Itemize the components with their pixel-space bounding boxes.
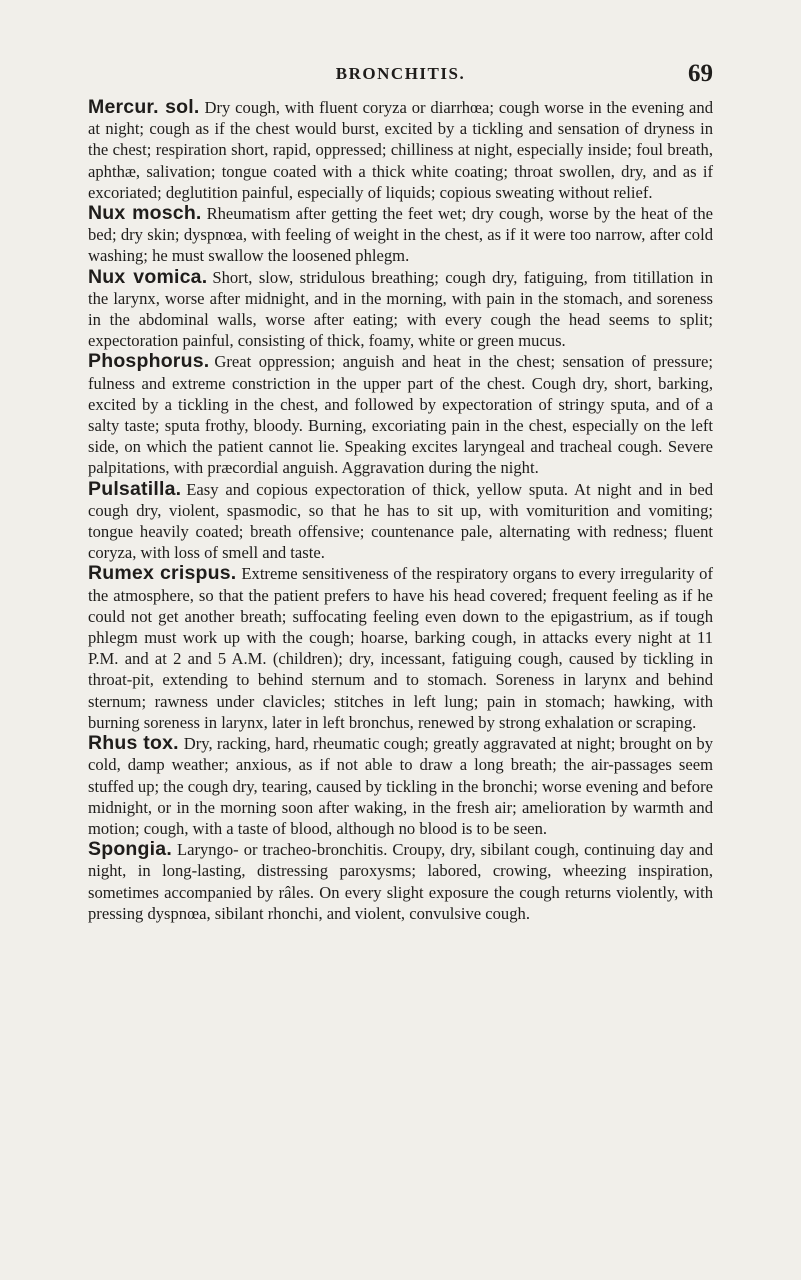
remedy-entry-rhus-tox bbox=[88, 733, 713, 839]
remedy-entry-rumex-crispus bbox=[88, 563, 713, 733]
remedy-description: Dry cough, with fluent coryza or diarrhœa; cough worse in the evening and at night; cough as if the chest would burst, excited by a tickling and sensation of dryness in the chest; respiration short, rapid, oppressed; chilliness at night, especially inside; foul breath, aphthæ, salivation; tongue coated with a thick white coating; throat swollen, dry, and as if excoriated; deglutition painful, especially of liquids; copious sweating without relief. bbox=[88, 98, 713, 202]
page-body bbox=[88, 97, 713, 924]
remedy-name: Rhus tox. bbox=[88, 732, 179, 755]
remedy-entry-pulsatilla bbox=[88, 479, 713, 564]
running-head bbox=[0, 60, 801, 90]
running-title: BRONCHITIS. bbox=[335, 64, 466, 83]
remedy-description: Dry, racking, hard, rheumatic cough; greatly aggravated at night; brought on by cold, damp weather; anxious, as if not able to draw a long breath; the air-passages seem stuffed up; the cough dry, tearing, caused by tickling in the bronchi; worse evening and before midnight, or in the morning soon after waking, in the fresh air; amelioration by warmth and motion; cough, with a taste of blood, although no blood is to be seen. bbox=[88, 734, 713, 838]
remedy-description: Short, slow, stridulous breathing; cough dry, fatiguing, from titillation in the larynx, worse after midnight, and in the morning, with pain in the stomach, and soreness in the abdominal walls, worse after eating; with every cough the head seems to split; expectoration painful, consisting of thick, foamy, white or green mucus. bbox=[88, 267, 714, 351]
remedy-description: Laryngo- or tracheo-bronchitis. Croupy, dry, sibilant cough, continuing day and night, in long-lasting, distressing paroxysms; labored, crowing, wheezing inspiration, sometimes accompanied by râles. On every slight exposure the cough returns violently, with pressing dyspnœa, sibilant rhonchi, and violent, convulsive cough. bbox=[88, 840, 713, 923]
remedy-name: Pulsatilla. bbox=[88, 477, 182, 500]
remedy-entry-nux-mosch bbox=[88, 203, 713, 267]
remedy-entry-spongia bbox=[88, 839, 713, 924]
remedy-description: Easy and copious expectoration of thick, yellow sputa. At night and in bed cough dry, violent, spasmodic, so that he has to sit up, with vomiturition and vomiting; tongue heavily coated; breath offensive; countenance pale, alternating with redness; fluent coryza, with loss of smell and taste. bbox=[88, 479, 713, 563]
remedy-name: Phosphorus. bbox=[88, 350, 210, 373]
remedy-entry-phosphorus bbox=[88, 351, 713, 478]
remedy-name: Rumex crispus. bbox=[88, 562, 237, 585]
remedy-name: Nux mosch. bbox=[88, 202, 202, 225]
remedy-entry-nux-vomica bbox=[88, 267, 713, 352]
remedy-name: Spongia. bbox=[88, 838, 172, 861]
remedy-description: Extreme sensitiveness of the respiratory organs to every irregularity of the atmosphere, so that the patient prefers to have his head covered; frequent feeling as if he could not get another breath; suffocating feeling even down to the epigastrium, as if tough phlegm must work up with the cough; hoarse, barking cough, in attacks every night at 11 P.M. and at 2 and 5 A.M. (children); dry, incessant, fatiguing cough, caused by tickling in throat-pit, extending to behind sternum and to stomach. Soreness in larynx and behind sternum; rawness under clavicles; stitches in left lung; pain in stomach; hawking, with burning soreness in larynx, later in left bronchus, renewed by strong exhalation or scraping. bbox=[88, 564, 713, 732]
remedy-description: Great oppression; anguish and heat in the chest; sensation of pressure; fulness and extreme constriction in the upper part of the chest. Cough dry, short, barking, excited by a tickling in the chest, and followed by expectoration of stringy sputa, and of a salty taste; sputa frothy, bloody. Burning, excoriating pain in the chest, especially on the left side, on which the patient cannot lie. Speaking excites laryngeal and tracheal cough. Severe palpitations, with præcordial anguish. Aggravation during the night. bbox=[88, 352, 713, 478]
remedy-entry-mercur-sol bbox=[88, 97, 713, 203]
page-number: 69 bbox=[688, 60, 713, 87]
remedy-name: Mercur. sol. bbox=[88, 96, 200, 118]
remedy-description: Rheumatism after getting the feet wet; dry cough, worse by the heat of the bed; dry skin; dyspnœa, with feeling of weight in the chest, as if it were too narrow, after cold washing; he must swallow the loosened phlegm. bbox=[88, 204, 713, 266]
remedy-name: Nux vomica. bbox=[88, 265, 208, 288]
